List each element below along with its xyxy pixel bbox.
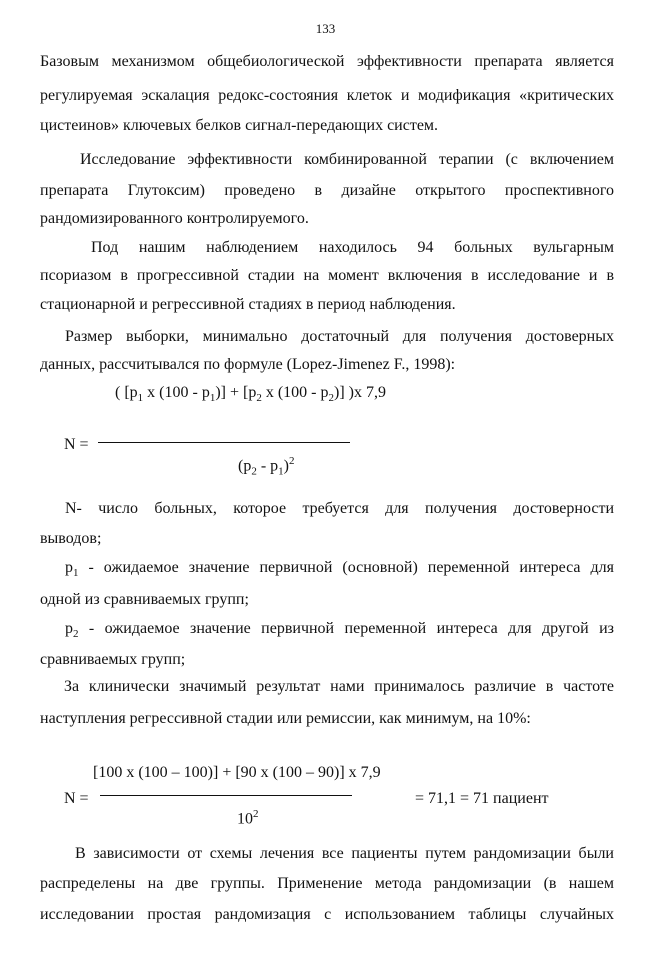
formula-1-denominator: $(p_2 - p_1)^2$ <box>238 455 295 478</box>
paragraph-6-line-1: В зависимости от схемы лечения все пациенты путем рандомизации были <box>75 845 614 862</box>
definition-p2-line-2: сравниваемых групп; <box>40 651 186 668</box>
formula-2-fraction-bar <box>100 795 352 796</box>
paragraph-4-line-2: данных, рассчитывался по формуле (Lopez-Jimenez F., 1998): <box>40 356 456 373</box>
definition-n-line-2: выводов; <box>40 530 102 547</box>
paragraph-6-line-2: распределены на две группы. Применение метода рандомизации (в нашем <box>40 875 614 892</box>
paragraph-3-line-3: стационарной и регрессивной стадиях в период наблюдения. <box>40 296 456 313</box>
formula-2-result: = 71,1 = 71 пациент <box>415 790 549 807</box>
paragraph-2-line-2: препарата Глутоксим) проведено в дизайне открытого проспективного <box>40 182 614 199</box>
formula-1-lhs: N = <box>64 436 89 453</box>
definition-n-line-1: N- число больных, которое требуется для получения достоверности <box>65 500 614 517</box>
paragraph-2-line-1: Исследование эффективности комбинированной терапии (с включением <box>80 151 614 168</box>
formula-2-numerator: [100 x (100 – 100)] + [90 x (100 – 90)] x 7,9 <box>93 764 381 781</box>
formula-1-numerator: ( [$p_1$ x $(100 - p_1)] + [p_2$ x $(100 - p_2)$] )x 7,9 <box>115 384 386 405</box>
paragraph-3-line-2: псориазом в прогрессивной стадии на момент включения в исследование и в <box>40 267 614 284</box>
paragraph-1-line-3: цистеинов» ключевых белков сигнал-передающих систем. <box>40 117 439 134</box>
formula-2-lhs: N = <box>64 790 89 807</box>
paragraph-5-line-1: За клинически значимый результат нами принималось различие в частоте <box>64 678 614 695</box>
definition-p1-line-2: одной из сравниваемых групп; <box>40 591 249 608</box>
formula-2-denominator: $10^2$ <box>237 808 259 828</box>
paragraph-1-line-1: Базовым механизмом общебиологической эффективности препарата является <box>40 53 614 70</box>
paragraph-1-line-2: регулируемая эскалация редокс-состояния клеток и модификация «критических <box>40 87 614 104</box>
paragraph-3-line-1: Под нашим наблюдением находилось 94 больных вульгарным <box>91 239 614 256</box>
paragraph-4-line-1: Размер выборки, минимально достаточный для получения достоверных <box>65 328 614 345</box>
paragraph-2-line-3: рандомизированного контролируемого. <box>40 210 309 227</box>
definition-p1-line-1: $p_1$ - ожидаемое значение первичной (основной) переменной интереса для <box>65 559 614 580</box>
page-number: 133 <box>315 21 336 36</box>
paragraph-6-line-3: исследовании простая рандомизация с использованием таблицы случайных <box>40 906 614 923</box>
definition-p2-line-1: $p_2$ - ожидаемое значение первичной переменной интереса для другой из <box>65 620 614 641</box>
paragraph-5-line-2: наступления регрессивной стадии или ремиссии, как минимум, на 10%: <box>40 710 531 727</box>
formula-1-fraction-bar <box>98 442 350 443</box>
